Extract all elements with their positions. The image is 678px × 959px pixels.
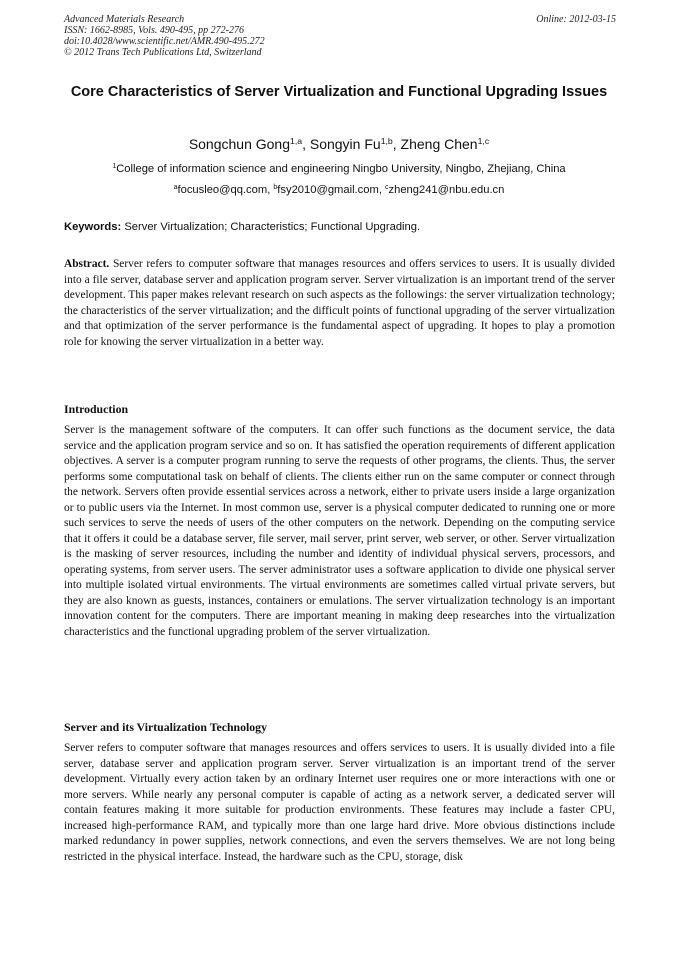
paper-title: Core Characteristics of Server Virtualization and Functional Upgrading Issues	[70, 84, 608, 100]
keywords-text: Server Virtualization; Characteristics; Functional Upgrading.	[124, 221, 421, 233]
introduction-heading: Introduction	[64, 402, 129, 416]
author-name: Songchun Gong	[188, 136, 291, 152]
email-superscript: b	[273, 184, 278, 192]
issn-line: ISSN: 1662-8985, Vols. 490-495, pp 272-276	[64, 25, 244, 36]
affiliation-text: College of information science and engineering Ningbo University, Ningbo, Zhejiang, China	[116, 163, 566, 175]
author-list: Songchun Gong$^{1,a}$, Songyin Fu$^{1,b}$, Zheng Chen$^{1,c}$	[188, 136, 490, 152]
author-superscript: 1,b	[380, 136, 393, 147]
author-superscript: 1,c	[477, 136, 490, 147]
author-superscript: 1,a	[290, 136, 303, 147]
introduction-paragraph: Server is the management software of the computers. It can offer such functions as the document service, the data service and the application program service and so on. It has satisfied the operation requirements of different application objectives. A server is a computer program running to serve the requests of other programs, the clients. Thus, the server performs some computational task on behalf of clients. The clients either run on the same computer or connect through the network. Servers often provide essential services across a network, either to private users inside a large organization or to public users via the Internet. In most common use, server is a physical computer dedicated to running one or more such services to serve the needs of users of the other computers on the network. Depending on the computing service that it offers it could be a database server, file server, mail server, print server, web server, or other. Server virtualization is the masking of server resources, including the number and identity of individual physical servers, processors, and operating systems, from server users. The server administrator uses a software application to divide one physical server into multiple isolated virtual environments. The virtual environments are sometimes called virtual private servers, but they are also known as guests, instances, containers or emulations. The server virtualization technology is an important innovation content for the computers. There are important meaning in making deep researches into the virtualization characteristics and the functional upgrading problem of the server virtualization.	[64, 424, 615, 638]
email-superscript: a	[173, 184, 178, 192]
online-date: Online: 2012-03-15	[536, 14, 616, 25]
keywords-label: Keywords:	[64, 221, 122, 233]
affiliation	[0, 162, 678, 176]
server-section-heading: Server and its Virtualization Technology	[64, 720, 267, 734]
email-address[interactable]: focusleo@qq.com	[177, 184, 268, 196]
email-superscript: c	[385, 184, 389, 192]
email-address[interactable]: fsy2010@gmail.com	[277, 184, 379, 196]
author-name: Songyin Fu	[309, 136, 381, 152]
journal-name: Advanced Materials Research	[64, 14, 185, 25]
server-section-paragraph: Server refers to computer software that manages resources and offers services to users. It is usually divided into a file server, database server and application program server. Server virtualization is an important trend of the server development. Virtually every action taken by an ordinary Internet user requires one or more interactions with one or more servers. While nearly any personal computer is capable of acting as a network server, a dedicated server will contain features making it more suitable for production environments. These features may include a faster CPU, increased high-performance RAM, and typically more than one large hard drive. More obvious distinctions include marked redundancy in power supplies, network connections, and even the servers themselves. We are not long being restricted in the physical interface. Instead, the hardware such as the CPU, storage, disk	[64, 742, 615, 863]
email-address[interactable]: zheng241@nbu.edu.cn	[388, 184, 505, 196]
doi-line: doi:10.4028/www.scientific.net/AMR.490-495.272	[64, 36, 265, 47]
abstract-text: Server refers to computer software that manages resources and offers services to users. It is usually divided into a file server, database server and application program server. Server virtualization is an important trend of the server development. This paper makes relevant research on such aspects as the followings: the server virtualization technology; the characteristics of the server virtualization; and the difficult points of functional upgrading of the server virtualization and that optimization of the server performance is the fundamental aspect of upgrading. It hopes to play a promotion role for knowing the server virtualization in a better way.	[64, 258, 615, 348]
journal-header	[64, 14, 616, 58]
abstract-label: Abstract.	[64, 258, 110, 270]
abstract-paragraph	[64, 257, 615, 350]
affiliation-superscript: 1	[112, 163, 117, 171]
copyright-line: © 2012 Trans Tech Publications Ltd, Switzerland	[64, 47, 262, 58]
author-name: Zheng Chen	[400, 136, 478, 152]
keywords	[64, 220, 616, 234]
email-list: $^a$focusleo@qq.com, $^b$fsy2010@gmail.com, $^c$zheng241@nbu.edu.cn	[173, 184, 505, 196]
